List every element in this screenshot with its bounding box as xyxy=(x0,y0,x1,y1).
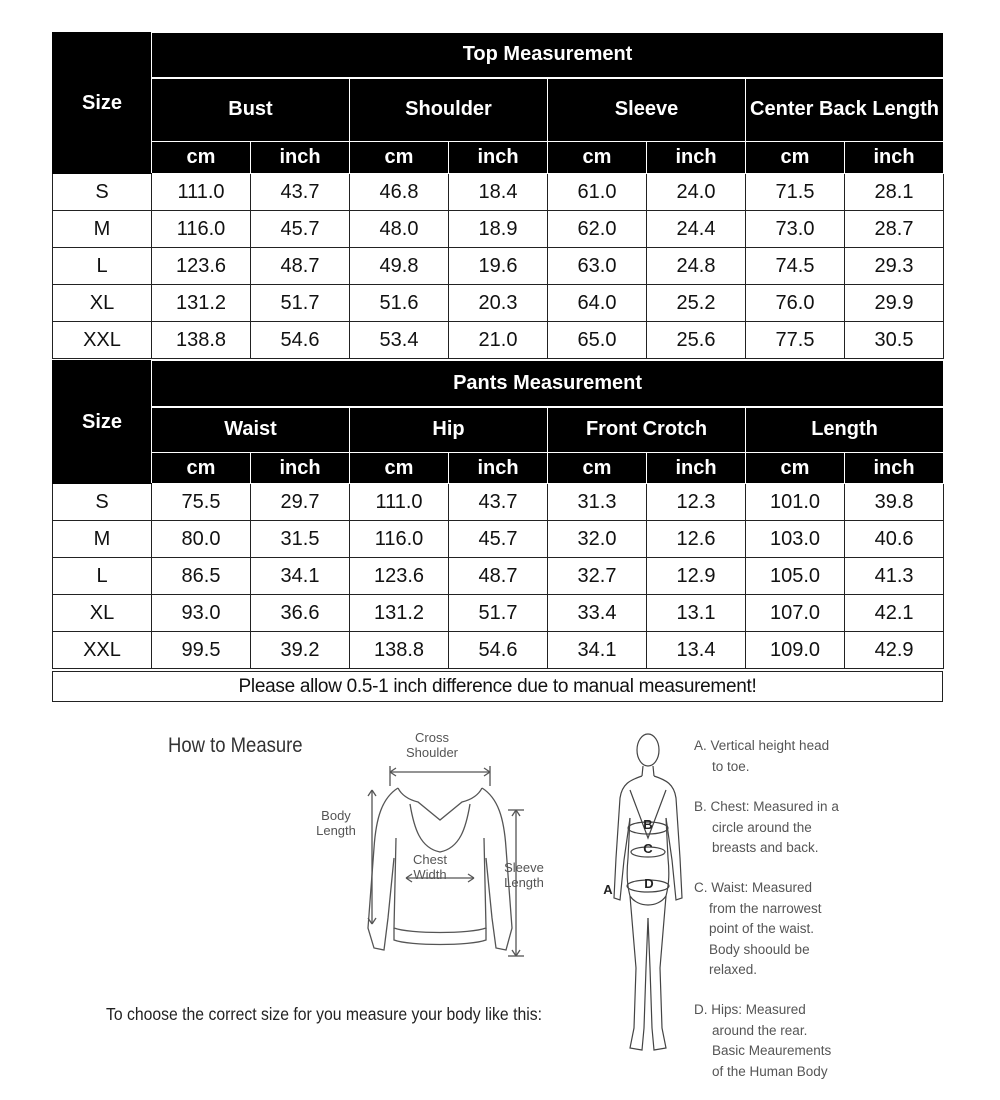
value-cell: 53.4 xyxy=(350,322,449,359)
shoulder-header: Shoulder xyxy=(350,78,548,142)
choose-size-text: To choose the correct size for you measure your body like this: xyxy=(106,1004,542,1024)
value-cell: 105.0 xyxy=(746,558,845,595)
bust-header: Bust xyxy=(152,78,350,142)
unit-cell: inch xyxy=(251,453,350,484)
value-cell: 41.3 xyxy=(845,558,944,595)
value-cell: 77.5 xyxy=(746,322,845,359)
unit-cell: inch xyxy=(251,142,350,174)
value-cell: 36.6 xyxy=(251,595,350,632)
size-cell: XXL xyxy=(53,632,152,669)
value-cell: 99.5 xyxy=(152,632,251,669)
size-cell: XL xyxy=(53,285,152,322)
unit-cell: cm xyxy=(746,142,845,174)
sleeve-length-label xyxy=(494,860,554,890)
value-cell: 48.0 xyxy=(350,211,449,248)
value-cell: 46.8 xyxy=(350,174,449,211)
value-cell: 21.0 xyxy=(449,322,548,359)
value-cell: 116.0 xyxy=(152,211,251,248)
value-cell: 45.7 xyxy=(251,211,350,248)
marker-c: C xyxy=(643,841,653,856)
unit-cell: cm xyxy=(152,142,251,174)
pants-measurement-title: Pants Measurement xyxy=(152,361,944,407)
description-d xyxy=(694,1000,831,1082)
value-cell: 80.0 xyxy=(152,521,251,558)
value-cell: 19.6 xyxy=(449,248,548,285)
label-line: Chest xyxy=(413,852,447,867)
value-cell: 111.0 xyxy=(350,484,449,521)
value-cell: 13.4 xyxy=(647,632,746,669)
value-cell: 43.7 xyxy=(251,174,350,211)
value-cell: 48.7 xyxy=(449,558,548,595)
size-cell: S xyxy=(53,174,152,211)
unit-cell: inch xyxy=(845,453,944,484)
unit-cell: cm xyxy=(548,142,647,174)
value-cell: 20.3 xyxy=(449,285,548,322)
value-cell: 76.0 xyxy=(746,285,845,322)
desc-line: C. Waist: Measured xyxy=(694,880,813,895)
center-back-length-header: Center Back Length xyxy=(746,78,944,142)
value-cell: 86.5 xyxy=(152,558,251,595)
unit-cell: cm xyxy=(350,142,449,174)
desc-line: circle around the xyxy=(712,819,812,835)
hip-header: Hip xyxy=(350,407,548,453)
unit-cell: cm xyxy=(746,453,845,484)
value-cell: 116.0 xyxy=(350,521,449,558)
value-cell: 12.6 xyxy=(647,521,746,558)
value-cell: 34.1 xyxy=(251,558,350,595)
size-cell: L xyxy=(53,248,152,285)
value-cell: 61.0 xyxy=(548,174,647,211)
value-cell: 33.4 xyxy=(548,595,647,632)
unit-cell: inch xyxy=(647,142,746,174)
size-cell: S xyxy=(53,484,152,521)
value-cell: 39.8 xyxy=(845,484,944,521)
table-row xyxy=(53,248,944,285)
table-row xyxy=(53,322,944,359)
value-cell: 39.2 xyxy=(251,632,350,669)
measurement-note: Please allow 0.5-1 inch difference due to manual measurement! xyxy=(52,671,943,702)
desc-line: B. Chest: Measured in a xyxy=(694,799,839,814)
label-line: Length xyxy=(316,823,356,838)
label-line: Length xyxy=(504,875,544,890)
value-cell: 131.2 xyxy=(152,285,251,322)
desc-line: point of the waist. xyxy=(709,921,815,936)
marker-b: B xyxy=(643,817,653,832)
table-row xyxy=(53,595,944,632)
value-cell: 62.0 xyxy=(548,211,647,248)
value-cell: 29.3 xyxy=(845,248,944,285)
length-header: Length xyxy=(746,407,944,453)
body-diagram xyxy=(600,728,690,1068)
value-cell: 74.5 xyxy=(746,248,845,285)
label-line: Body xyxy=(321,808,351,823)
value-cell: 51.7 xyxy=(251,285,350,322)
table-row xyxy=(53,632,944,669)
value-cell: 18.9 xyxy=(449,211,548,248)
desc-line: relaxed. xyxy=(709,962,758,977)
value-cell: 49.8 xyxy=(350,248,449,285)
value-cell: 40.6 xyxy=(845,521,944,558)
value-cell: 24.4 xyxy=(647,211,746,248)
value-cell: 73.0 xyxy=(746,211,845,248)
sleeve-header: Sleeve xyxy=(548,78,746,142)
unit-cell: inch xyxy=(449,142,548,174)
value-cell: 54.6 xyxy=(449,632,548,669)
value-cell: 12.3 xyxy=(647,484,746,521)
desc-line: around the rear. xyxy=(712,1022,808,1038)
value-cell: 109.0 xyxy=(746,632,845,669)
table-row xyxy=(53,484,944,521)
size-cell: L xyxy=(53,558,152,595)
desc-line: D. Hips: Measured xyxy=(694,1002,806,1017)
table-row xyxy=(53,558,944,595)
value-cell: 65.0 xyxy=(548,322,647,359)
value-cell: 30.5 xyxy=(845,322,944,359)
size-cell: XL xyxy=(53,595,152,632)
value-cell: 12.9 xyxy=(647,558,746,595)
waist-header: Waist xyxy=(152,407,350,453)
value-cell: 48.7 xyxy=(251,248,350,285)
value-cell: 43.7 xyxy=(449,484,548,521)
size-cell: M xyxy=(53,211,152,248)
desc-line: Body shoould be xyxy=(709,941,810,957)
value-cell: 123.6 xyxy=(152,248,251,285)
value-cell: 51.7 xyxy=(449,595,548,632)
value-cell: 123.6 xyxy=(350,558,449,595)
desc-line: from the narrowest xyxy=(709,900,822,916)
label-line: Width xyxy=(413,867,447,882)
value-cell: 25.2 xyxy=(647,285,746,322)
value-cell: 101.0 xyxy=(746,484,845,521)
value-cell: 63.0 xyxy=(548,248,647,285)
label-line: Shoulder xyxy=(405,745,459,760)
unit-cell: cm xyxy=(152,453,251,484)
desc-line: Basic Meaurements xyxy=(712,1043,832,1058)
value-cell: 18.4 xyxy=(449,174,548,211)
unit-cell: cm xyxy=(350,453,449,484)
chest-width-label xyxy=(400,852,460,882)
value-cell: 32.0 xyxy=(548,521,647,558)
top-measurement-title: Top Measurement xyxy=(152,33,944,78)
value-cell: 131.2 xyxy=(350,595,449,632)
value-cell: 31.5 xyxy=(251,521,350,558)
how-to-measure-guide xyxy=(0,710,1000,1100)
marker-d: D xyxy=(644,876,654,891)
value-cell: 93.0 xyxy=(152,595,251,632)
value-cell: 103.0 xyxy=(746,521,845,558)
table-row xyxy=(53,211,944,248)
value-cell: 111.0 xyxy=(152,174,251,211)
value-cell: 24.8 xyxy=(647,248,746,285)
description-b xyxy=(694,797,839,859)
top-measurement-table xyxy=(52,32,944,359)
size-header: Size xyxy=(53,33,152,174)
value-cell: 138.8 xyxy=(152,322,251,359)
description-a xyxy=(694,736,829,777)
value-cell: 138.8 xyxy=(350,632,449,669)
size-cell: XXL xyxy=(53,322,152,359)
unit-cell: cm xyxy=(548,453,647,484)
size-header: Size xyxy=(53,361,152,484)
unit-cell: inch xyxy=(647,453,746,484)
value-cell: 42.9 xyxy=(845,632,944,669)
value-cell: 32.7 xyxy=(548,558,647,595)
size-cell: M xyxy=(53,521,152,558)
cross-shoulder-label xyxy=(392,730,472,760)
value-cell: 71.5 xyxy=(746,174,845,211)
desc-line: to toe. xyxy=(712,758,750,774)
table-row xyxy=(53,521,944,558)
value-cell: 75.5 xyxy=(152,484,251,521)
value-cell: 31.3 xyxy=(548,484,647,521)
value-cell: 25.6 xyxy=(647,322,746,359)
value-cell: 29.7 xyxy=(251,484,350,521)
value-cell: 64.0 xyxy=(548,285,647,322)
value-cell: 51.6 xyxy=(350,285,449,322)
body-length-label xyxy=(306,808,366,838)
value-cell: 54.6 xyxy=(251,322,350,359)
pants-measurement-table xyxy=(52,360,944,669)
value-cell: 24.0 xyxy=(647,174,746,211)
desc-line: breasts and back. xyxy=(712,840,819,855)
value-cell: 34.1 xyxy=(548,632,647,669)
value-cell: 45.7 xyxy=(449,521,548,558)
table-row xyxy=(53,174,944,211)
desc-line: of the Human Body xyxy=(712,1063,828,1079)
value-cell: 42.1 xyxy=(845,595,944,632)
front-crotch-header: Front Crotch xyxy=(548,407,746,453)
unit-cell: inch xyxy=(845,142,944,174)
how-to-measure-title: How to Measure xyxy=(168,734,303,757)
table-row xyxy=(53,285,944,322)
label-line: Cross xyxy=(415,730,449,745)
label-line: Sleeve xyxy=(504,860,544,875)
value-cell: 29.9 xyxy=(845,285,944,322)
value-cell: 107.0 xyxy=(746,595,845,632)
value-cell: 13.1 xyxy=(647,595,746,632)
desc-line: A. Vertical height head xyxy=(694,738,830,753)
description-c xyxy=(694,878,822,981)
marker-a: A xyxy=(603,882,613,897)
pants-units-row xyxy=(53,453,944,484)
value-cell: 28.1 xyxy=(845,174,944,211)
top-units-row xyxy=(53,142,944,174)
value-cell: 28.7 xyxy=(845,211,944,248)
unit-cell: inch xyxy=(449,453,548,484)
